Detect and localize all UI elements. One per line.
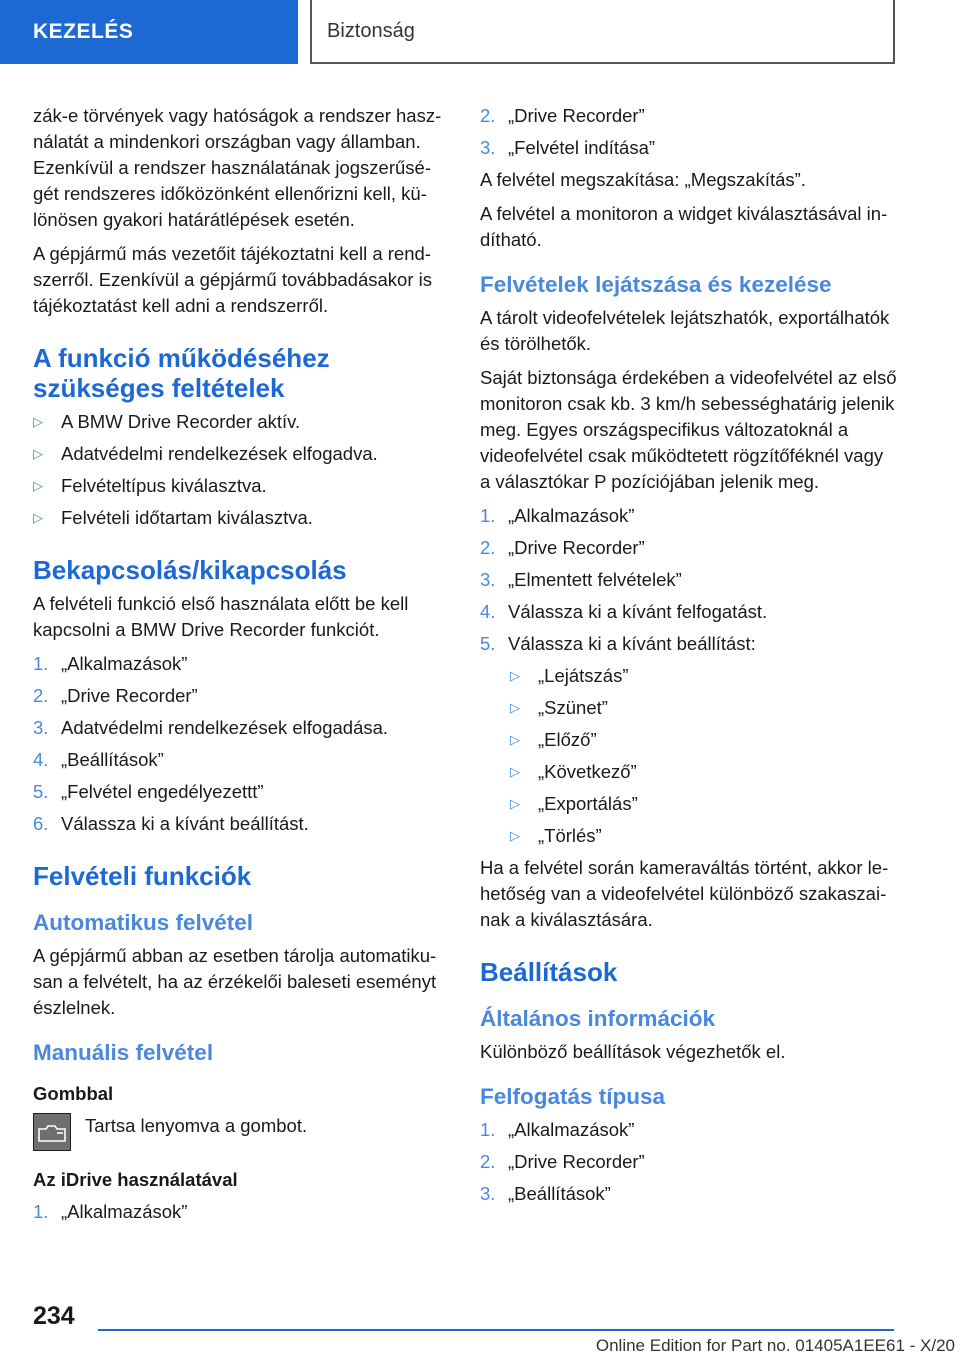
type-steps [480,1117,898,1207]
paragraph-onoff: A felvételi funkció első használata előtt be kell kapcsolni a BMW Drive Recorder funkciót. [33,593,409,640]
list-item: ▷ „Következő” [510,759,898,785]
list-item: 3. „Beállítások” [480,1183,611,1204]
list-item: 3. „Felvétel indítása” [480,137,656,158]
triangle-bullet-icon: ▷ [33,446,43,461]
list-item: 3. „Elmentett felvételek” [480,569,682,590]
paragraph-inform: A gépjármű más vezetőit tájékoztatni kell a rendszerről. Ezenkívül a gépjármű továbbadásakor is tájékoztatást kell adni a rendszerről. [33,243,432,316]
list-item: 6. Válassza ki a kívánt beállítást. [33,813,309,834]
list-item: 3. Adatvédelmi rendelkezések elfogadása. [33,717,389,738]
footer-divider [98,1329,894,1331]
list-item: ▷ „Előző” [510,727,898,753]
list-item: ▷ Adatvédelmi rendelkezések elfogadva. [33,441,448,467]
chapter-title: Biztonság [310,0,895,64]
button-instruction [33,1113,448,1151]
list-item: ▷ A BMW Drive Recorder aktív. [33,409,448,435]
list-item: 1. „Alkalmazások” [480,505,635,526]
list-item: 2. „Drive Recorder” [480,105,645,126]
list-item: ▷ „Exportálás” [510,791,898,817]
idrive-steps [33,1199,448,1225]
heading-general: Általános információk [480,1006,716,1031]
triangle-bullet-icon: ▷ [510,828,520,843]
idrive-steps-cont [480,103,898,161]
list-item: 4. „Beállítások” [33,749,164,770]
conditions-list [33,409,448,531]
list-item: 2. „Drive Recorder” [33,685,198,706]
triangle-bullet-icon: ▷ [510,796,520,811]
list-item: ▷ Felvételi időtartam kiválasztva. [33,505,448,531]
list-item: 4. Válassza ki a kívánt felfogatást. [480,601,768,622]
heading-playback: Felvételek lejátszása és kezelése [480,272,832,297]
button-instruction-text: Tartsa lenyomva a gombot. [85,1115,308,1136]
page-number: 234 [33,1302,75,1330]
triangle-bullet-icon: ▷ [33,478,43,493]
heading-settings: Beállítások [480,957,618,987]
triangle-bullet-icon: ▷ [510,700,520,715]
section-tab: KEZELÉS [0,0,298,64]
list-item: 5. Válassza ki a kívánt beállítást: [480,633,756,654]
left-column [33,103,448,1231]
heading-functions: Felvételi funkciók [33,861,252,891]
list-item: 2. „Drive Recorder” [480,537,645,558]
heading-manual: Manuális felvétel [33,1040,214,1065]
triangle-bullet-icon: ▷ [510,732,520,747]
paragraph-general: Különböző beállítások végezhetők el. [480,1041,786,1062]
triangle-bullet-icon: ▷ [510,764,520,779]
list-item: 1. „Alkalmazások” [480,1119,635,1140]
record-button-icon [33,1113,71,1151]
list-item: ▷ „Lejátszás” [510,663,898,689]
triangle-bullet-icon: ▷ [510,668,520,683]
play-options [480,663,898,849]
heading-type: Felfogatás típusa [480,1084,666,1109]
paragraph-legal: zák-e törvények vagy hatóságok a rendszer használatát a mindenkori országban vagy államban. Ezenkívül a rendszer használatának jogszerűségét rendszeres időközönként ellenőrizni kell, különösen gyakori határátlépések esetén. [33,105,442,230]
list-item: 1. „Alkalmazások” [33,653,188,674]
list-item: 2. „Drive Recorder” [480,1151,645,1172]
heading-onoff: Bekapcsolás/kikapcsolás [33,555,347,585]
footer-edition: Online Edition for Part no. 01405A1EE61 - X/20 [595,1336,955,1355]
triangle-bullet-icon: ▷ [33,414,43,429]
heading-auto: Automatikus felvétel [33,910,254,935]
list-item: 5. „Felvétel engedélyezettt” [33,781,264,802]
paragraph-auto: A gépjármű abban az esetben tárolja automatikusan a felvételt, ha az érzékelői baleseti eseményt észlelnek. [33,945,437,1018]
list-item: ▷ „Törlés” [510,823,898,849]
list-item: ▷ Felvételtípus kiválasztva. [33,473,448,499]
heading-conditions: A funkció működéséhez szükséges feltételek [33,343,330,403]
list-item: 1. „Alkalmazások” [33,1201,188,1222]
right-column [480,103,898,1213]
heading-idrive: Az iDrive használatával [33,1169,238,1190]
heading-button: Gombbal [33,1083,114,1104]
paragraph-camera: Ha a felvétel során kameraváltás történt, akkor lehetőség van a videofelvétel különböző szakaszainak a kiválasztására. [480,857,889,930]
paragraph-play1: A tárolt videofelvételek lejátszhatók, exportálhatók és törölhetők. [480,307,890,354]
triangle-bullet-icon: ▷ [33,510,43,525]
paragraph-play2: Saját biztonsága érdekében a videofelvétel az első monitoron csak kb. 3 km/h sebességhatárig jelenik meg. Egyes országspecifikus változatoknál a videofelvétel csak működtetett rögzítőféknél vagy a választókar P pozíciójában jelenik meg. [480,367,897,492]
list-item: ▷ „Szünet” [510,695,898,721]
paragraph-widget: A felvétel a monitoron a widget kiválasztásával indítható. [480,203,888,250]
onoff-steps [33,651,448,837]
paragraph-stop: A felvétel megszakítása: „Megszakítás”. [480,169,806,190]
play-steps [480,503,898,657]
